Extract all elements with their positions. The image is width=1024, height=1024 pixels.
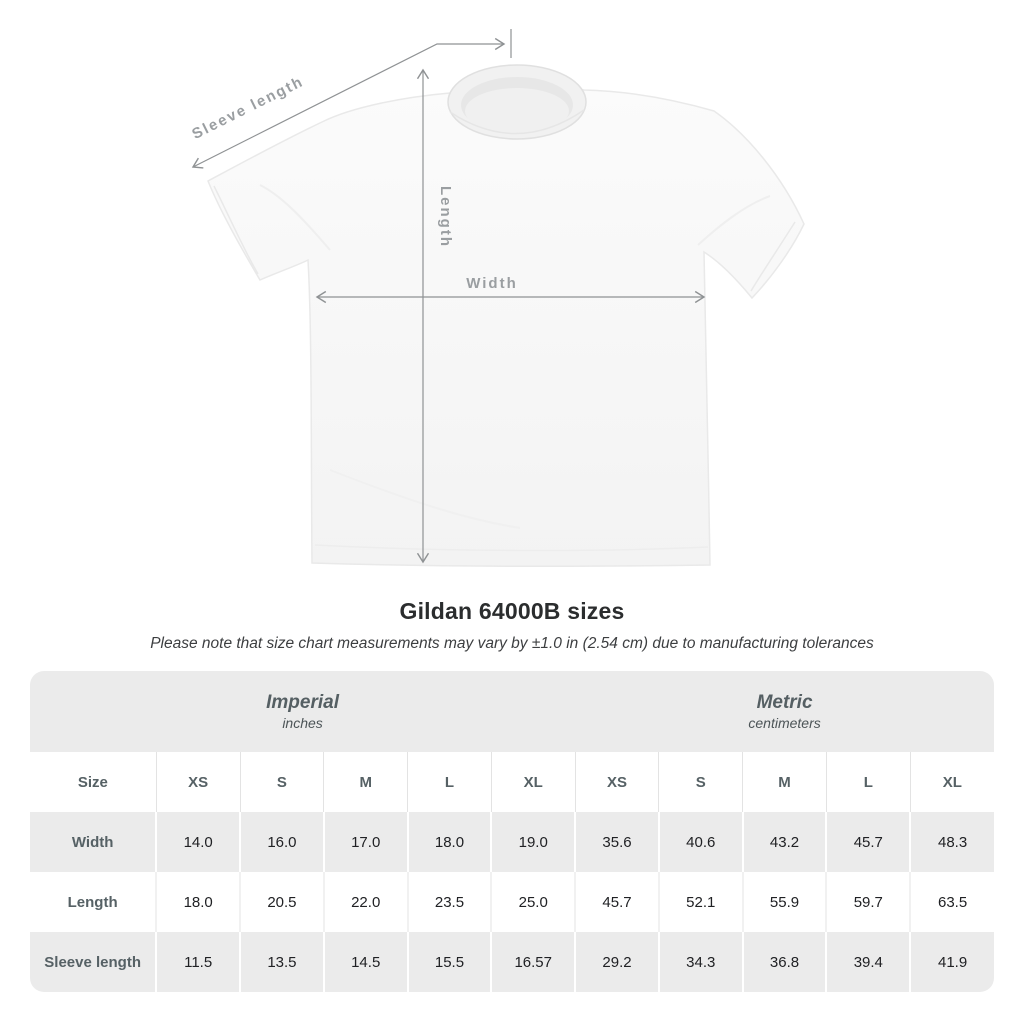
width-row-label: Width bbox=[30, 812, 156, 872]
table-cell: 45.7 bbox=[575, 872, 659, 932]
size-col-imperial-xl: XL bbox=[491, 752, 575, 812]
table-cell: 18.0 bbox=[408, 812, 492, 872]
table-cell: 11.5 bbox=[156, 932, 240, 992]
imperial-label: Imperial bbox=[266, 691, 339, 713]
table-cell: 16.0 bbox=[240, 812, 324, 872]
table-cell: 15.5 bbox=[408, 932, 492, 992]
tshirt-image bbox=[208, 65, 804, 566]
size-header-cell: Size bbox=[30, 752, 156, 812]
table-cell: 14.0 bbox=[156, 812, 240, 872]
size-col-metric-xs: XS bbox=[575, 752, 659, 812]
table-cell: 23.5 bbox=[408, 872, 492, 932]
table-cell: 40.6 bbox=[659, 812, 743, 872]
table-cell: 17.0 bbox=[324, 812, 408, 872]
size-col-imperial-m: M bbox=[324, 752, 408, 812]
table-cell: 20.5 bbox=[240, 872, 324, 932]
table-cell: 52.1 bbox=[659, 872, 743, 932]
width-label: Width bbox=[466, 275, 518, 292]
table-cell: 59.7 bbox=[826, 872, 910, 932]
size-col-imperial-xs: XS bbox=[156, 752, 240, 812]
size-header-row bbox=[30, 752, 994, 812]
table-cell: 41.9 bbox=[910, 932, 994, 992]
size-table bbox=[30, 671, 994, 992]
size-col-imperial-s: S bbox=[240, 752, 324, 812]
size-col-metric-s: S bbox=[659, 752, 743, 812]
table-cell: 25.0 bbox=[491, 872, 575, 932]
title-block bbox=[0, 598, 1024, 653]
table-cell: 43.2 bbox=[743, 812, 827, 872]
table-cell: 55.9 bbox=[743, 872, 827, 932]
table-cell: 48.3 bbox=[910, 812, 994, 872]
length-row bbox=[30, 872, 994, 932]
table-cell: 13.5 bbox=[240, 932, 324, 992]
tolerance-note: Please note that size chart measurements may vary by ±1.0 in (2.54 cm) due to manufacturing tolerances bbox=[150, 635, 874, 652]
table-cell: 16.57 bbox=[491, 932, 575, 992]
metric-label: Metric bbox=[756, 691, 813, 713]
size-col-metric-xl: XL bbox=[910, 752, 994, 812]
table-cell: 63.5 bbox=[910, 872, 994, 932]
table-cell: 45.7 bbox=[826, 812, 910, 872]
table-cell: 14.5 bbox=[324, 932, 408, 992]
table-cell: 18.0 bbox=[156, 872, 240, 932]
metric-group-header bbox=[575, 671, 994, 752]
table-cell: 19.0 bbox=[491, 812, 575, 872]
metric-unit: centimeters bbox=[748, 715, 821, 732]
size-table-container bbox=[30, 671, 994, 992]
unit-group-header-row bbox=[30, 671, 994, 752]
size-col-metric-l: L bbox=[826, 752, 910, 812]
table-cell: 36.8 bbox=[743, 932, 827, 992]
length-label: Length bbox=[437, 186, 454, 248]
imperial-group-header bbox=[30, 671, 575, 752]
sleeve-length-row-label: Sleeve length bbox=[30, 932, 156, 992]
size-col-imperial-l: L bbox=[408, 752, 492, 812]
sleeve-length-row bbox=[30, 932, 994, 992]
width-row bbox=[30, 812, 994, 872]
table-cell: 35.6 bbox=[575, 812, 659, 872]
page-title: Gildan 64000B sizes bbox=[399, 598, 625, 624]
table-cell: 39.4 bbox=[826, 932, 910, 992]
table-cell: 34.3 bbox=[659, 932, 743, 992]
size-col-metric-m: M bbox=[743, 752, 827, 812]
length-row-label: Length bbox=[30, 872, 156, 932]
table-cell: 29.2 bbox=[575, 932, 659, 992]
imperial-unit: inches bbox=[282, 715, 323, 732]
table-cell: 22.0 bbox=[324, 872, 408, 932]
sleeve-length-label: Sleeve length bbox=[189, 72, 307, 143]
